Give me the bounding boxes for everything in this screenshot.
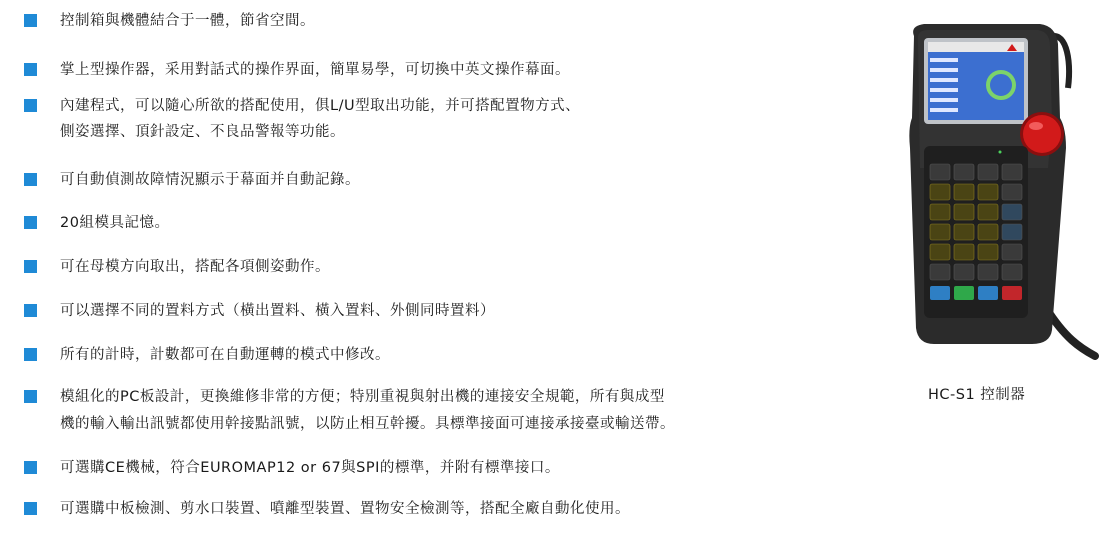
feature-text: 側姿選擇、頂針設定、不良品警報等功能。 xyxy=(60,124,345,140)
bullet-icon xyxy=(24,260,37,273)
feature-text: 可以選擇不同的置料方式（橫出置料、橫入置料、外側同時置料） xyxy=(60,303,495,319)
bullet-icon xyxy=(24,14,37,27)
bullet-icon xyxy=(24,390,37,403)
feature-text: 所有的計時，計數都可在自動運轉的模式中修改。 xyxy=(60,347,390,363)
bullet-icon xyxy=(24,502,37,515)
bullet-icon xyxy=(24,63,37,76)
bullet-icon xyxy=(24,173,37,186)
feature-text: 可在母模方向取出，搭配各項側姿動作。 xyxy=(60,259,330,275)
feature-text: 模組化的PC板設計，更換維修非常的方便；特別重視與射出機的連接安全規範，所有與成型 xyxy=(60,389,665,405)
feature-text: 可選購CE機械，符合EUROMAP12 or 67與SPI的標準，并附有標準接口。 xyxy=(60,460,560,476)
controller-image xyxy=(900,18,1100,368)
bullet-icon xyxy=(24,304,37,317)
feature-text: 可自動偵測故障情況顯示于幕面并自動記錄。 xyxy=(60,172,360,188)
feature-text: 內建程式，可以隨心所欲的搭配使用，俱L/U型取出功能，并可搭配置物方式、 xyxy=(60,98,581,114)
feature-text: 20組模具記憶。 xyxy=(60,215,170,231)
feature-text: 控制箱與機體結合于一體，節省空間。 xyxy=(60,13,315,29)
device-caption: HC-S1 控制器 xyxy=(928,387,1026,403)
bullet-icon xyxy=(24,216,37,229)
feature-text: 可選購中板檢測、剪水口裝置、噴離型裝置、置物安全檢測等，搭配全廠自動化使用。 xyxy=(60,501,630,517)
bullet-icon xyxy=(24,348,37,361)
bullet-icon xyxy=(24,461,37,474)
feature-text: 機的輸入輸出訊號都使用幹接點訊號，以防止相互幹擾。具標準接面可連接承接臺或輸送帶。 xyxy=(60,416,675,432)
feature-text: 掌上型操作器，采用對話式的操作界面，簡單易學，可切換中英文操作幕面。 xyxy=(60,62,570,78)
bullet-icon xyxy=(24,99,37,112)
